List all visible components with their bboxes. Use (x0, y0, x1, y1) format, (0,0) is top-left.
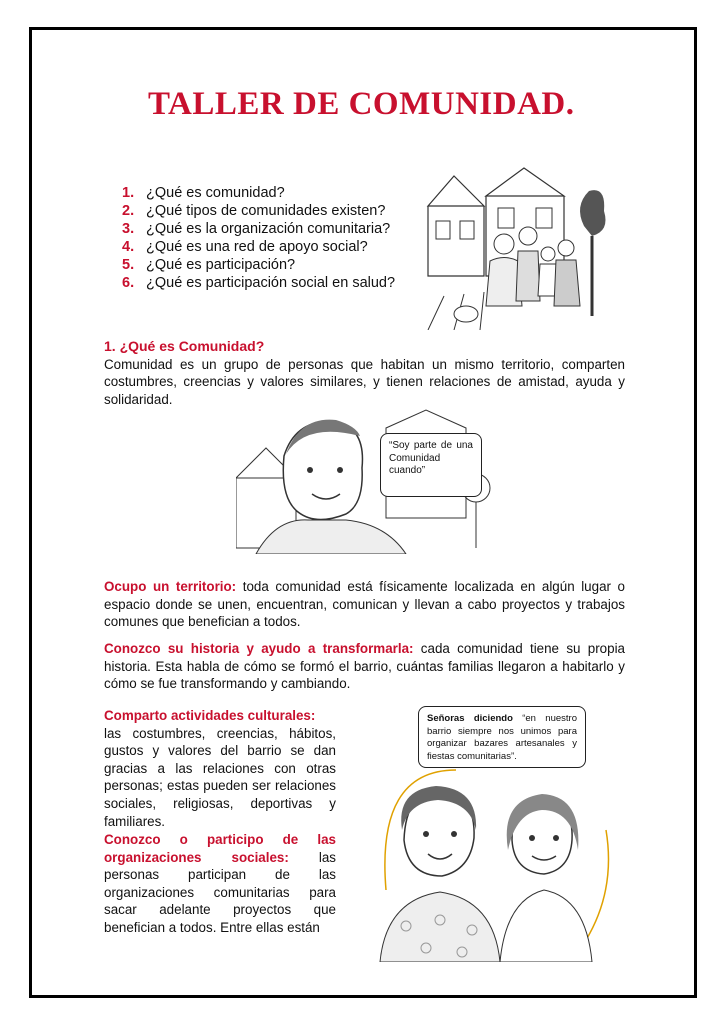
section-territory (104, 578, 625, 631)
section-heading: 1. ¿Qué es Comunidad? (104, 338, 265, 354)
section-body: las personas participan de las organizaciones comunitarias para sacar adelante proyectos que benefician a todos. Entre ellas están (104, 849, 336, 935)
list-text: ¿Qué es participación? (146, 257, 296, 273)
list-text: ¿Qué es comunidad? (146, 185, 285, 201)
section-body: Comunidad es un grupo de personas que habitan un mismo territorio, comparten costumbres, creencias y valores similares, y tienen relaciones de amistad, ayuda y solidaridad. (104, 356, 625, 407)
section-heading: Comparto actividades culturales: (104, 708, 316, 723)
page-title: TALLER DE COMUNIDAD. (148, 86, 575, 122)
section-organizations (104, 831, 336, 937)
speech-bubble (380, 433, 482, 497)
list-number: 5. (122, 257, 135, 273)
section-body: cada comunidad tiene su propia historia. Esta habla de cómo se formó el barrio, cuántas familias llegaron a habitarlo y cómo se fue transformando y cambiando. (104, 641, 625, 692)
list-text: ¿Qué es una red de apoyo social? (146, 239, 368, 255)
section-body: toda comunidad está físicamente localizada en algún lugar o espacio donde se unen, encuentran, comunican y llevan a cabo proyectos y trabajos comunes que benefician a todos. (104, 579, 625, 630)
list-text: ¿Qué es participación social en salud? (146, 275, 396, 291)
list-number: 3. (122, 221, 135, 237)
section-body: las costumbres, creencias, hábitos, gustos y valores del barrio se dan gracias a las relaciones con otras personas; estas pueden ser relaciones sociales, religiosas, deportivas y familiares. (104, 725, 336, 829)
family-illustration (424, 166, 610, 330)
list-text: ¿Qué tipos de comunidades existen? (146, 203, 386, 219)
section-heading: Ocupo un territorio: (104, 579, 237, 594)
section-history (104, 640, 625, 693)
list-number: 4. (122, 239, 135, 255)
list-item (122, 184, 395, 202)
question-list (122, 184, 395, 292)
section-heading: Conozco o participo de las organizaciones sociales: (104, 832, 336, 865)
list-item (122, 202, 395, 220)
section-heading: Conozco su historia y ayudo a transformarla: (104, 641, 414, 656)
bubble-speaker: Señoras diciendo (427, 713, 513, 724)
list-item (122, 238, 395, 256)
bubble-text: “en nuestro barrio siempre nos unimos para organizar bazares artesanales y fiestas comunitarias”. (427, 713, 577, 762)
list-number: 2. (122, 203, 135, 219)
bubble-text: “Soy parte de una Comunidad cuando” (389, 440, 473, 476)
list-text: ¿Qué es la organización comunitaria? (146, 221, 391, 237)
list-item (122, 256, 395, 274)
list-number: 1. (122, 185, 135, 201)
list-item (122, 274, 395, 292)
list-number: 6. (122, 275, 135, 291)
section-1 (104, 338, 625, 408)
section-culture (104, 707, 336, 830)
speech-bubble (418, 706, 586, 768)
list-item (122, 220, 395, 238)
